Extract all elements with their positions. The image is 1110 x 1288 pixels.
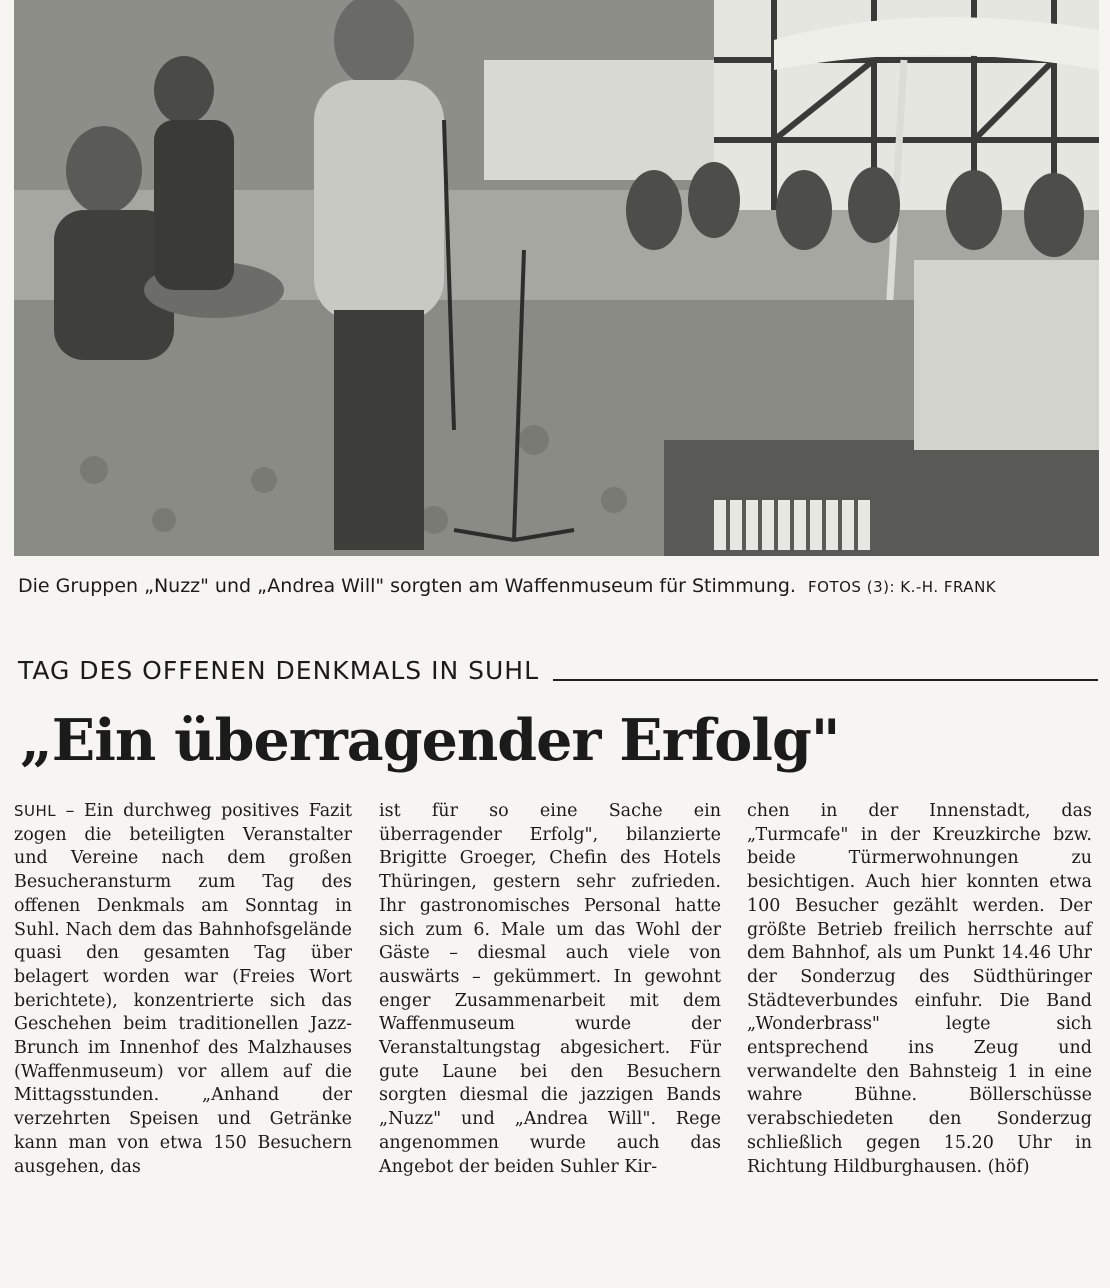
photo-credit: FOTOS (3): K.-H. FRANK (808, 578, 997, 596)
column-2-text: ist für so eine Sache ein überragender Erfolg", bilanzierte Brigitte Groeger, Chefin des Hotels Thüringen, gestern sehr zufrieden. Ihr gastronomisches Personal hatte sich zum 6. Male um das Wohl der Gäste – diesmal auch viele von auswärts – gekümmert. In gewohnt enger Zusammenarbeit mit dem Waffenmuseum wurde der Veranstaltungstag abgesichert. Für gute Laune bei den Besuchern sorgten diesmal die jazzigen Bands „Nuzz" und „Andrea Will". Rege angenommen wurde auch das Angebot der beiden Suhler Kir- (379, 801, 721, 1177)
caption-text: Die Gruppen „Nuzz" und „Andrea Will" sorgten am Waffenmuseum für Stimmung. (18, 575, 796, 597)
article-column-2 (379, 800, 721, 1280)
photo-jazz-band-courtyard (14, 0, 1099, 556)
column-1-text: – Ein durchweg positives Fazit zogen die beteiligten Veranstalter und Vereine nach dem großen Besucheransturm zum Tag des offenen Denkmals am Sonntag in Suhl. Nach dem das Bahnhofsgelände quasi den gesamten Tag über belagert worden war (Freies Wort berichtete), konzentrierte sich das Geschehen beim traditionellen Jazz-Brunch im Innenhof des Malzhauses (Waffenmuseum) vor allem auf die Mittagsstunden. „Anhand der verzehrten Speisen und Getränke kann man von etwa 150 Besuchern ausgehen, das (14, 801, 352, 1177)
article-column-1 (14, 800, 352, 1280)
photo-caption (18, 566, 1103, 606)
article-kicker (18, 648, 1098, 692)
press-photo (14, 0, 1099, 556)
article-column-3 (747, 800, 1092, 1280)
article-dateline: SUHL (14, 802, 57, 820)
column-3-text: chen in der Innenstadt, das „Turmcafe" in der Kreuzkirche bzw. beide Türmerwohnungen zu besichtigen. Auch hier konnten etwa 100 Besucher gezählt werden. Der größte Betrieb freilich herrschte auf dem Bahnhof, als um Punkt 14.46 Uhr der Sonderzug des Südthüringer Städteverbundes einfuhr. Die Band „Wonderbrass" legte sich entsprechend ins Zeug und verwandelte den Bahnsteig 1 in eine wahre Bühne. Böllerschüsse verabschiedeten den Sonderzug schließlich gegen 15.20 Uhr in Richtung Hildburghausen. (höf) (747, 801, 1092, 1177)
kicker-rule (553, 679, 1098, 681)
article-headline: „Ein überragender Erfolg" (20, 707, 840, 774)
kicker-text: TAG DES OFFENEN DENKMALS IN SUHL (18, 655, 540, 685)
